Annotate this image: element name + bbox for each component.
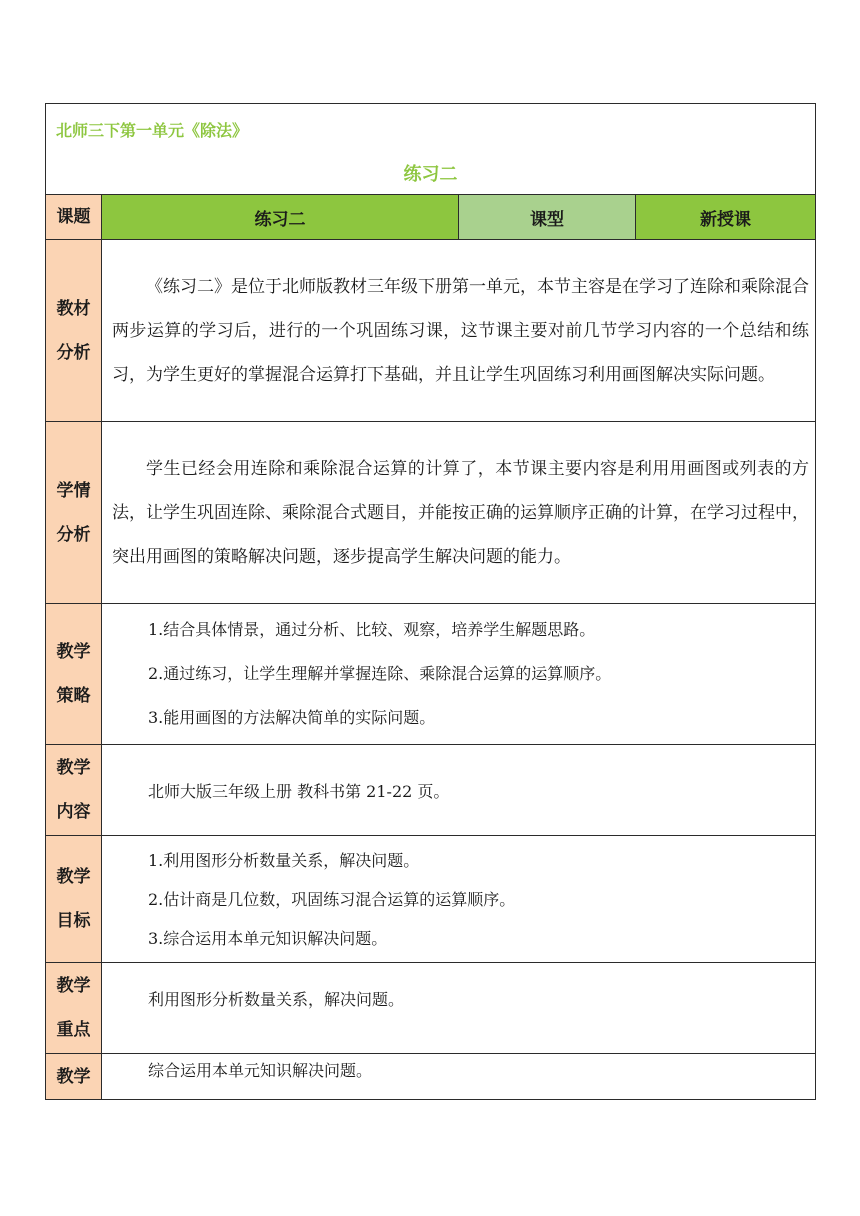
textbook-analysis-row [46,240,816,422]
goal-item: 2.估计商是几位数，巩固练习混合运算的运算顺序。 [148,889,516,909]
type-value: 新授课 [636,195,816,240]
content-row [46,745,816,836]
strategy-row [46,604,816,745]
lesson-plan-table [45,103,816,1100]
lesson-plan-document [45,103,815,1100]
goal-item: 3.综合运用本单元知识解决问题。 [148,928,388,948]
key-points-row [46,963,816,1054]
type-label: 课型 [459,195,636,240]
info-row [46,195,816,240]
goals-list [102,836,816,963]
lesson-title: 练习二 [403,164,458,185]
topic-value: 练习二 [102,195,459,240]
topic-label: 课题 [46,195,102,240]
unit-title: 北师三下第一单元《除法》 [56,121,249,140]
difficulties-label: 教学 [46,1054,102,1100]
strategy-item: 3.能用画图的方法解决简单的实际问题。 [148,708,436,727]
strategy-item: 2.通过练习，让学生理解并掌握连除、乘除混合运算的运算顺序。 [148,664,612,683]
goals-row [46,836,816,963]
goals-label: 教学目标 [46,836,102,963]
strategy-list [102,604,816,745]
key-points-label: 教学重点 [46,963,102,1054]
content-label: 教学内容 [46,745,102,836]
content-text: 北师大版三年级上册 教科书第 21-22 页。 [102,745,816,836]
student-analysis-row [46,422,816,604]
student-analysis-text: 学生已经会用连除和乘除混合运算的计算了，本节课主要内容是利用用画图或列表的方法，让学生巩固连除、乘除混合式题目，并能按正确的运算顺序正确的计算，在学习过程中，突出用画图的策略解决问题，逐步提高学生解决问题的能力。 [102,422,816,604]
header-cell [46,104,816,195]
goal-item: 1.利用图形分析数量关系，解决问题。 [148,850,420,870]
difficulties-row [46,1054,816,1100]
difficulties-text: 综合运用本单元知识解决问题。 [102,1054,816,1100]
strategy-label: 教学策略 [46,604,102,745]
textbook-analysis-label: 教材分析 [46,240,102,422]
student-analysis-label: 学情分析 [46,422,102,604]
key-points-text: 利用图形分析数量关系，解决问题。 [102,963,816,1054]
strategy-item: 1.结合具体情景，通过分析、比较、观察，培养学生解题思路。 [148,620,596,639]
textbook-analysis-text: 《练习二》是位于北师版教材三年级下册第一单元，本节主容是在学习了连除和乘除混合两步运算的学习后，进行的一个巩固练习课，这节课主要对前几节学习内容的一个总结和练习，为学生更好的掌握混合运算打下基础，并且让学生巩固练习利用画图解决实际问题。 [102,240,816,422]
